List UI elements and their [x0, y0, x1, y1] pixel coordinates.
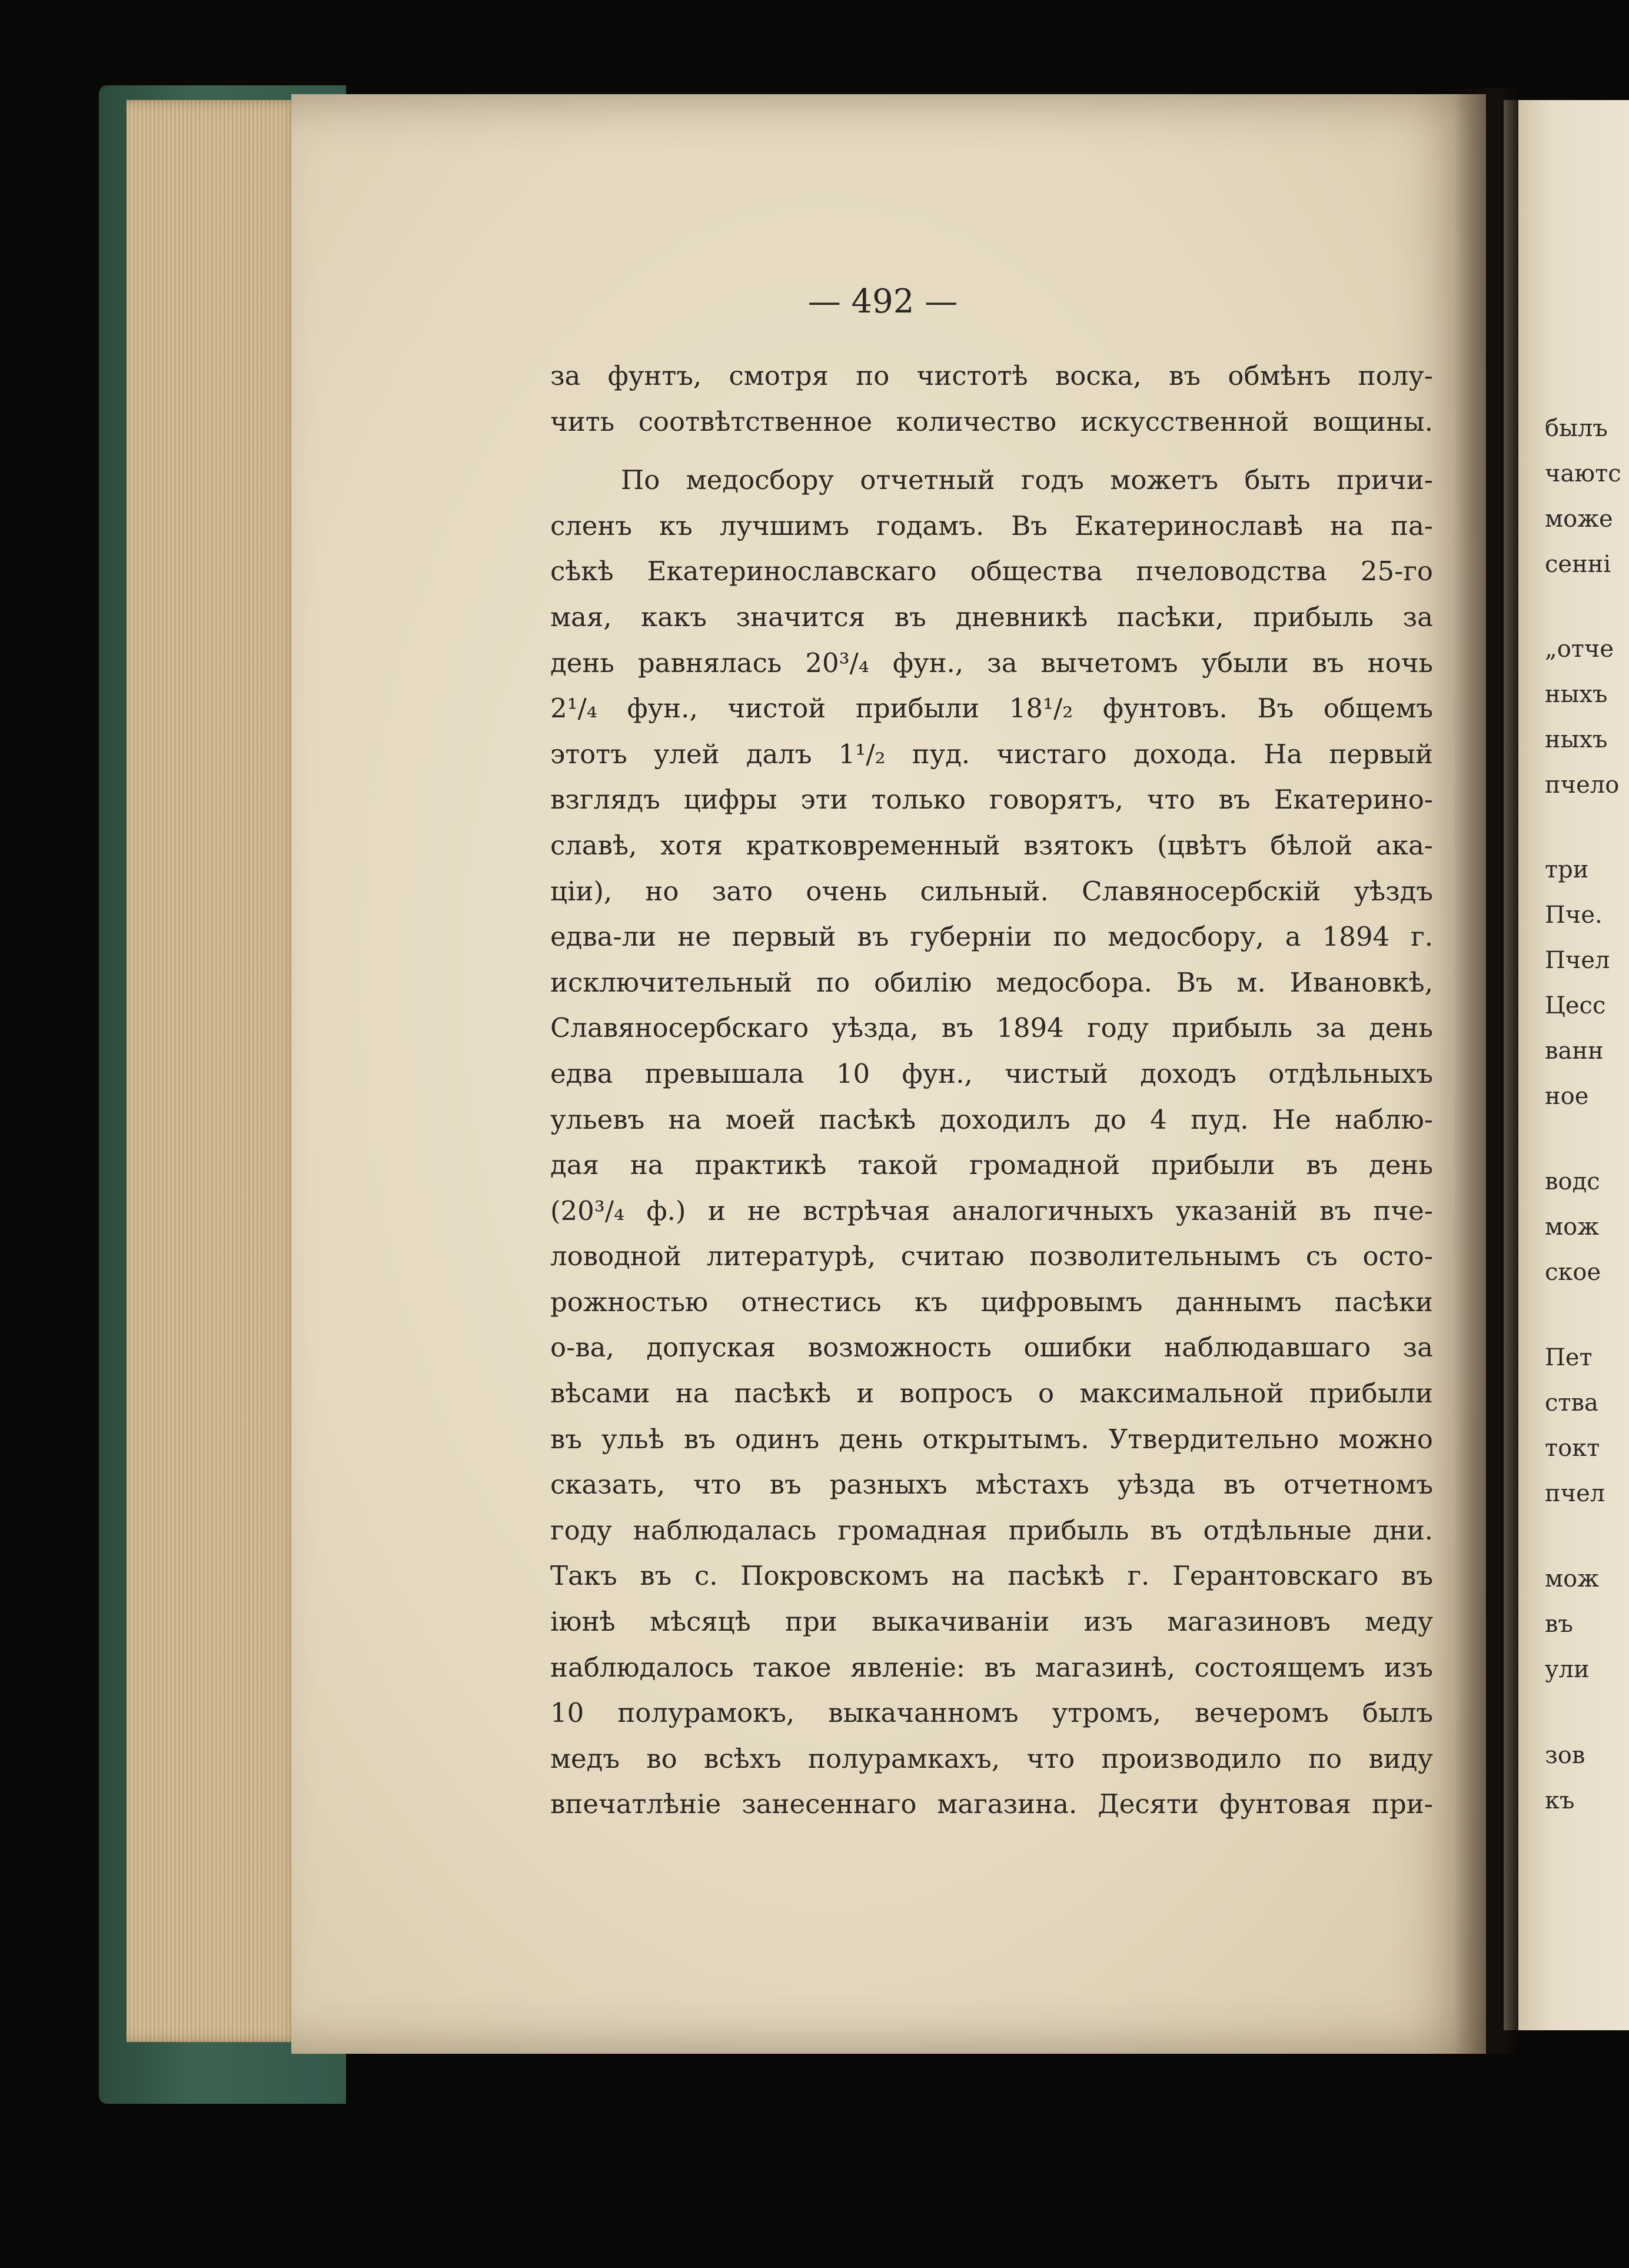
right-page-fragment: токт: [1545, 1435, 1600, 1462]
text-line: едва превышала 10 фун., чистый доходъ отдѣльныхъ: [550, 1057, 1433, 1089]
right-page-fragment: ули: [1545, 1656, 1590, 1683]
right-page-fragment: ства: [1545, 1389, 1598, 1416]
text-line: По медосбору отчетный годъ можетъ быть причи-: [621, 464, 1433, 496]
text-line: ловодной литературѣ, считаю позволительнымъ съ осто-: [550, 1241, 1433, 1272]
right-page-fragment: Пче.: [1545, 902, 1603, 929]
text-line: славѣ, хотя кратковременный взятокъ (цвѣтъ бѣлой ака-: [550, 829, 1433, 861]
right-page-fragment: Цесс: [1545, 992, 1606, 1019]
text-line: сленъ къ лучшимъ годамъ. Въ Екатеринославѣ на па-: [550, 510, 1433, 541]
paragraph-gap: [550, 444, 1433, 457]
text-line: 2¹/₄ фун., чистой прибыли 18¹/₂ фунтовъ. Въ общемъ: [550, 693, 1433, 724]
text-line: впечатлѣніе занесеннаго магазина. Десяти фунтовая при-: [550, 1788, 1433, 1820]
right-page-fragment: ское: [1545, 1259, 1601, 1286]
right-page-fragment: пчело: [1545, 771, 1620, 799]
right-page-fragment: чаютс: [1545, 460, 1621, 487]
text-line: Славяносербскаго уѣзда, въ 1894 году прибыль за день: [550, 1012, 1433, 1044]
right-page-fragment: мож: [1545, 1213, 1599, 1241]
text-line: въ ульѣ въ одинъ день открытымъ. Утвердительно можно: [550, 1423, 1433, 1455]
right-page-fragment: зов: [1545, 1742, 1585, 1769]
right-page: [1504, 100, 1629, 2030]
gutter-shadow: [1454, 88, 1518, 2054]
text-line: медъ во всѣхъ полурамкахъ, что производило по виду: [550, 1742, 1433, 1774]
text-line: едва-ли не первый въ губерніи по медосбору, а 1894 г.: [550, 921, 1433, 953]
right-page-fragment: ныхъ: [1545, 726, 1608, 753]
text-line: чить соотвѣтственное количество искусственной вощины.: [550, 405, 1433, 437]
right-page-fragment: мож: [1545, 1565, 1599, 1592]
text-line: дая на практикѣ такой громадной прибыли въ день: [550, 1149, 1433, 1181]
text-line: 10 полурамокъ, выкачанномъ утромъ, вечеромъ былъ: [550, 1697, 1433, 1729]
right-page-fragment: ное: [1545, 1083, 1589, 1110]
right-page-fragment: къ: [1545, 1787, 1575, 1814]
text-line: взглядъ цифры эти только говорятъ, что въ Екатерино-: [550, 784, 1433, 816]
text-line: ульевъ на моей пасѣкѣ доходилъ до 4 пуд. Не наблю-: [550, 1103, 1433, 1135]
page-edges: [127, 100, 303, 2042]
text-line: сѣкѣ Екатеринославскаго общества пчеловодства 25-го: [550, 556, 1433, 587]
text-line: исключительный по обилію медосбора. Въ м. Ивановкѣ,: [550, 966, 1433, 998]
right-page-fragment: „отче: [1545, 636, 1614, 663]
text-line: этотъ улей далъ 1¹/₂ пуд. чистаго дохода. На первый: [550, 738, 1433, 770]
page-number: — 492 —: [807, 282, 958, 321]
right-page-fragment: три: [1545, 856, 1589, 883]
right-page-fragment: ныхъ: [1545, 681, 1608, 708]
text-line: ціи), но зато очень сильный. Славяносербскій уѣздъ: [550, 875, 1433, 907]
text-line: день равнялась 20³/₄ фун., за вычетомъ убыли въ ночь: [550, 647, 1433, 679]
text-line: мая, какъ значится въ дневникѣ пасѣки, прибыль за: [550, 601, 1433, 633]
right-page-fragment: Пчел: [1545, 947, 1610, 974]
right-page-fragment: ванн: [1545, 1037, 1604, 1065]
text-line: сказать, что въ разныхъ мѣстахъ уѣзда въ отчетномъ: [550, 1469, 1433, 1501]
text-line: наблюдалось такое явленіе: въ магазинѣ, состоящемъ изъ: [550, 1651, 1433, 1683]
right-page-fragment: Пет: [1545, 1344, 1593, 1371]
right-page-fragment: може: [1545, 506, 1613, 533]
right-page-fragment: въ: [1545, 1611, 1573, 1638]
right-page-fragment: сенні: [1545, 551, 1611, 578]
right-page-fragment: былъ: [1545, 415, 1608, 442]
text-line: году наблюдалась громадная прибыль въ отдѣльные дни.: [550, 1514, 1433, 1546]
text-line: о-ва, допуская возможность ошибки наблюдавшаго за: [550, 1332, 1433, 1364]
right-page-fragment: пчел: [1545, 1480, 1605, 1507]
text-line: рожностью отнестись къ цифровымъ даннымъ пасѣки: [550, 1286, 1433, 1318]
text-line: (20³/₄ ф.) и не встрѣчая аналогичныхъ указаній въ пче-: [550, 1195, 1433, 1226]
body-text: [550, 353, 1433, 1827]
text-line: за фунтъ, смотря по чистотѣ воска, въ обмѣнъ полу-: [550, 360, 1433, 391]
text-line: вѣсами на пасѣкѣ и вопросъ о максимальной прибыли: [550, 1378, 1433, 1409]
right-page-fragment: водс: [1545, 1168, 1600, 1195]
text-line: Такъ въ с. Покровскомъ на пасѣкѣ г. Герантовскаго въ: [550, 1560, 1433, 1592]
text-line: іюнѣ мѣсяцѣ при выкачиваніи изъ магазиновъ меду: [550, 1606, 1433, 1638]
